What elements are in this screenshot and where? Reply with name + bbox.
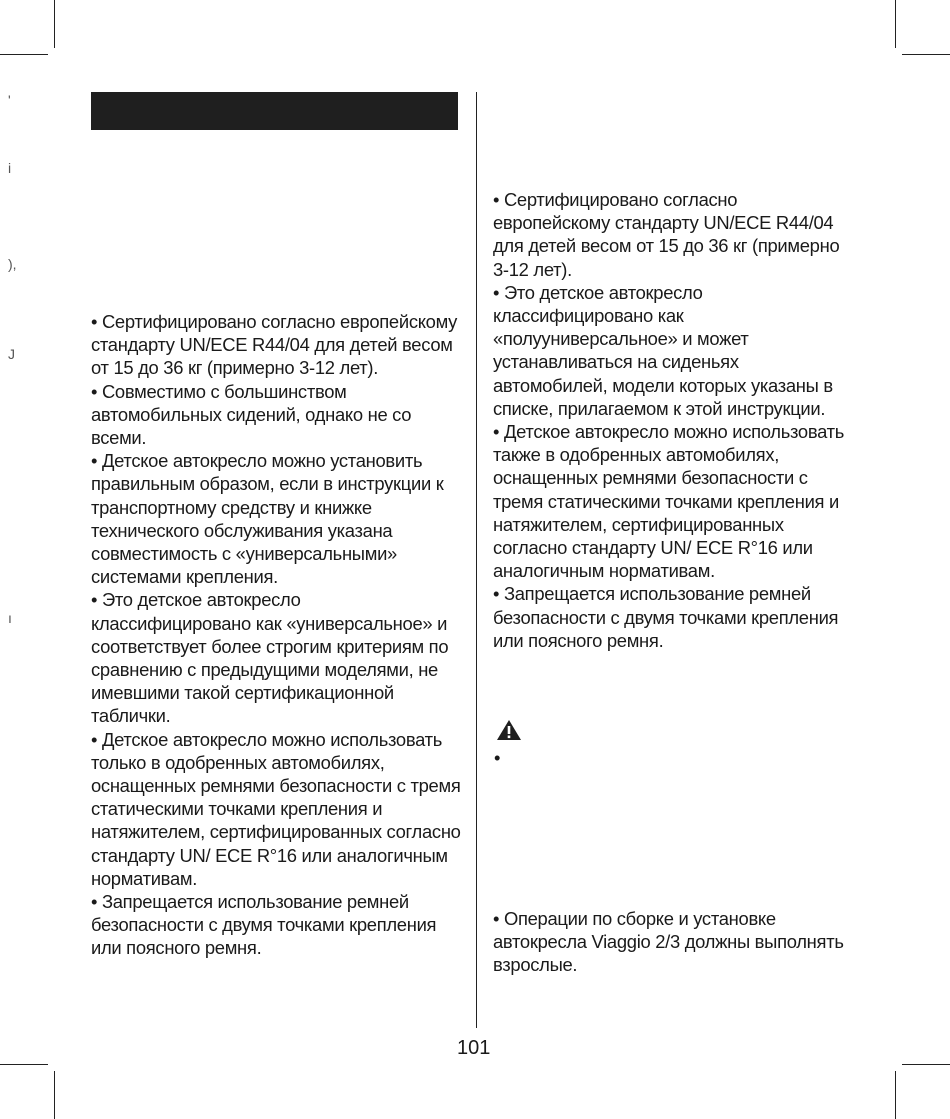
paragraph: • Это детское автокресло классифицировано как «универсальное» и соответствует более строгим критериям по сравнению с предыдущими моделями, не имевшими такой сертификационной таблички.: [91, 589, 449, 727]
paragraph: • Это детское автокресло классифицировано как «полууниверсальное» и может устанавливаться на сиденьях автомобилей, модели которых указаны в списке, прилагаемом к этой инструкции.: [493, 281, 833, 419]
section-header-bar: [91, 92, 458, 130]
edge-fragment: i: [8, 160, 12, 176]
paragraph: • Сертифицировано согласно европейскому стандарту UN/ECE R44/04 для детей весом от 15 до 36 кг (примерно 3-12 лет).: [91, 311, 458, 379]
column-divider: [476, 92, 477, 1028]
warning-bullet: •: [494, 747, 501, 768]
warning-triangle-icon: [496, 719, 522, 741]
crop-mark: [0, 1064, 48, 1065]
edge-fragment: ı: [8, 610, 12, 626]
crop-mark: [895, 0, 896, 48]
paragraph: • Детское автокресло можно использовать только в одобренных автомобилях, оснащенных ремнями безопасности с тремя статическими точками крепления и натяжителем, сертифицированных согласно стандарту UN/ ECE R°16 или аналогичным нормативам.: [91, 728, 461, 889]
edge-fragment: ),: [8, 256, 17, 272]
right-column-bottom: [493, 907, 845, 977]
paragraph: • Совместимо с большинством автомобильных сидений, однако не со всеми.: [91, 380, 412, 449]
paragraph: • Сертифицировано согласно европейскому стандарту UN/ECE R44/04 для детей весом от 15 до 36 кг (примерно 3-12 лет).: [493, 189, 840, 280]
crop-mark: [895, 1071, 896, 1119]
left-column: [91, 310, 463, 960]
edge-fragment: ': [8, 92, 11, 108]
crop-mark: [0, 54, 48, 55]
paragraph: • Детское автокресло можно использовать также в одобренных автомобилях, оснащенных ремнями безопасности с тремя статическими точками крепления и натяжителем, сертифицированных согласно стандарту UN/ ECE R°16 или аналогичным нормативам.: [493, 421, 845, 582]
right-column-top: [493, 188, 845, 652]
crop-mark: [54, 1071, 55, 1119]
paragraph: • Запрещается использование ремней безопасности с двумя точками крепления или поясного ремня.: [91, 891, 437, 959]
edge-fragment: J: [8, 346, 15, 362]
paragraph: • Детское автокресло можно установить правильным образом, если в инструкции к транспортному средству и книжке технического обслуживания указана совместимость с «универсальными» системами крепления.: [91, 450, 444, 588]
paragraph: • Операции по сборке и установке автокресла Viaggio 2/3 должны выполнять взрослые.: [493, 908, 844, 976]
crop-mark: [54, 0, 55, 48]
page-number: 101: [457, 1037, 491, 1059]
paragraph: • Запрещается использование ремней безопасности с двумя точками крепления или поясного ремня.: [493, 583, 839, 651]
crop-mark: [902, 1064, 950, 1065]
crop-mark: [902, 54, 950, 55]
